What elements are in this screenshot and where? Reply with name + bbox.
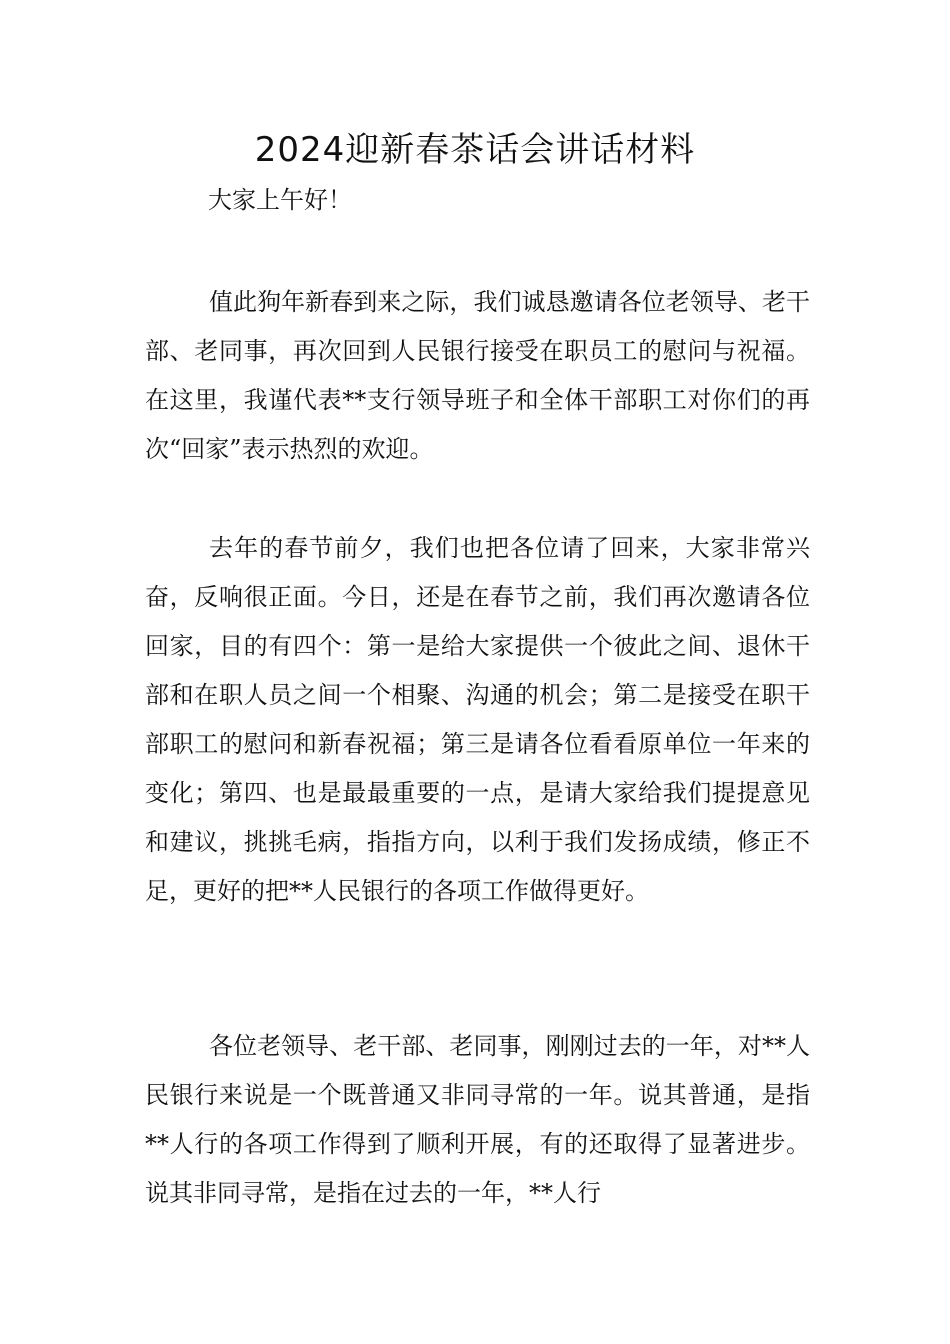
- paragraph-1: 值此狗年新春到来之际，我们诚恳邀请各位老领导、老干部、老同事，再次回到人民银行接受在职员工的慰问与祝福。在这里，我谨代表**支行领导班子和全体干部职工对你们的再次“回家”表示热烈的欢迎。: [145, 288, 810, 463]
- greeting-line: 大家上午好！: [208, 186, 352, 214]
- document-title: 2024迎新春茶话会讲话材料: [254, 130, 696, 170]
- paragraph-2: 去年的春节前夕，我们也把各位请了回来，大家非常兴奋，反响很正面。今日，还是在春节之前，我们再次邀请各位回家，目的有四个：第一是给大家提供一个彼此之间、退休干部和在职人员之间一个相聚、沟通的机会；第二是接受在职干部职工的慰问和新春祝福；第三是请各位看看原单位一年来的变化；第四、也是最最重要的一点，是请大家给我们提提意见和建议，挑挑毛病，指指方向，以利于我们发扬成绩，修正不足，更好的把**人民银行的各项工作做得更好。: [145, 534, 810, 905]
- paragraph-3: 各位老领导、老干部、老同事，刚刚过去的一年，对**人民银行来说是一个既普通又非同寻常的一年。说其普通，是指**人行的各项工作得到了顺利开展，有的还取得了显著进步。说其非同寻常，是指在过去的一年，**人行: [145, 1032, 810, 1207]
